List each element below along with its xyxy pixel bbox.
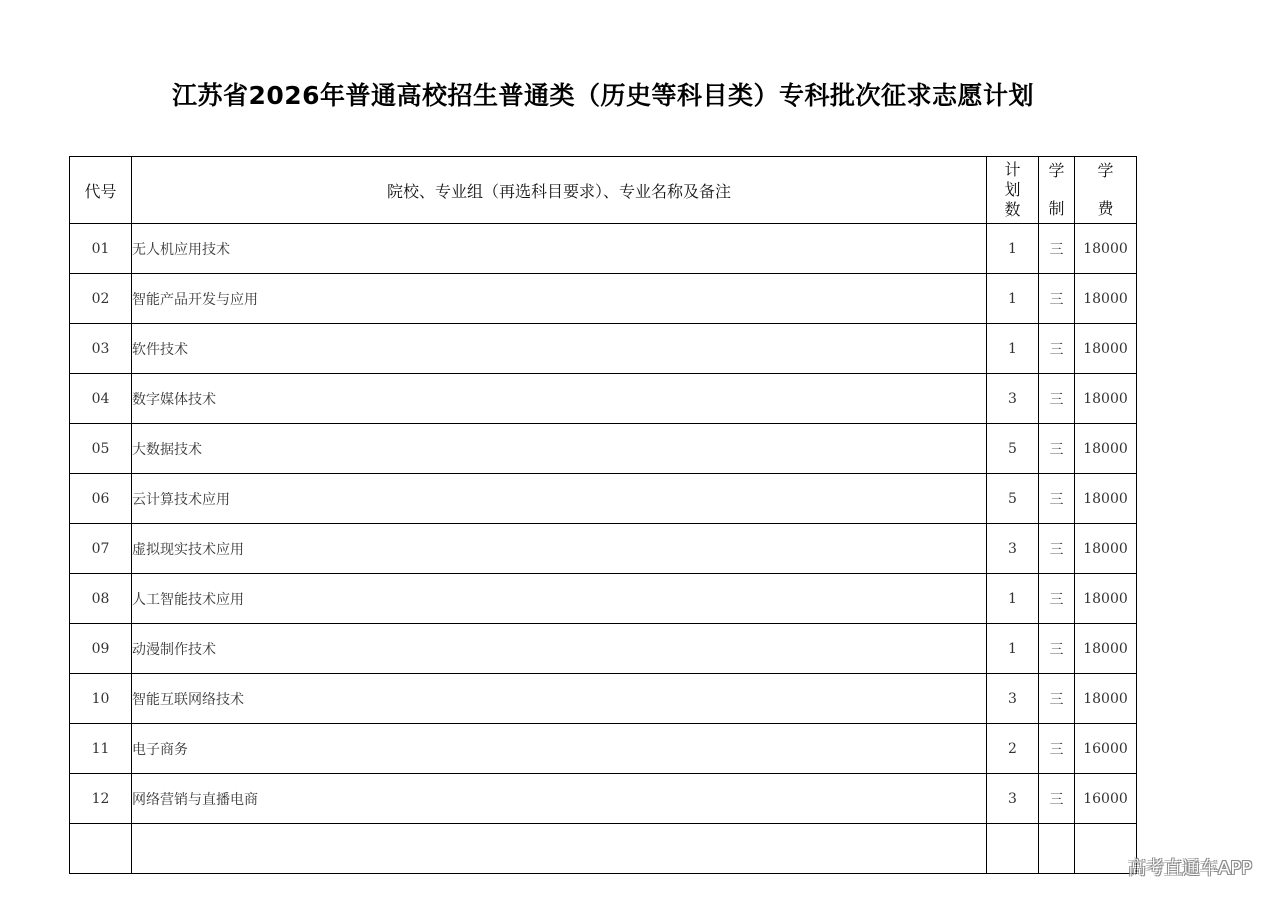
header-fee-char: 费: [1097, 199, 1114, 218]
cell-fee: 18000: [1075, 574, 1137, 624]
cell-fee: 18000: [1075, 374, 1137, 424]
cell-name: 数字媒体技术: [132, 374, 987, 424]
header-fee-char: 学: [1097, 161, 1114, 180]
cell-name: 电子商务: [132, 724, 987, 774]
cell-system: 三: [1039, 274, 1075, 324]
cell-code: 04: [70, 374, 132, 424]
cell-plan: 5: [987, 424, 1039, 474]
table-row: [70, 374, 1137, 424]
cell-name: 云计算技术应用: [132, 474, 987, 524]
header-plan-char: 计: [1004, 160, 1021, 179]
cell-fee: 18000: [1075, 324, 1137, 374]
cell-name: 软件技术: [132, 324, 987, 374]
cell-code: 03: [70, 324, 132, 374]
cell-name: [132, 824, 987, 874]
cell-name: 智能产品开发与应用: [132, 274, 987, 324]
table-row: [70, 324, 1137, 374]
cell-system: 三: [1039, 574, 1075, 624]
cell-system: 三: [1039, 374, 1075, 424]
cell-fee: 18000: [1075, 224, 1137, 274]
table-row: [70, 674, 1137, 724]
cell-name: 大数据技术: [132, 424, 987, 474]
cell-system: [1039, 824, 1075, 874]
table-row-empty: [70, 824, 1137, 874]
cell-plan: [987, 824, 1039, 874]
cell-plan: 3: [987, 674, 1039, 724]
header-system-char: 制: [1048, 199, 1065, 218]
cell-code: 12: [70, 774, 132, 824]
cell-name: 虚拟现实技术应用: [132, 524, 987, 574]
document-title: 江苏省2026年普通高校招生普通类（历史等科目类）专科批次征求志愿计划: [171, 81, 1035, 110]
table-row: [70, 574, 1137, 624]
cell-plan: 1: [987, 574, 1039, 624]
cell-plan: 1: [987, 224, 1039, 274]
cell-plan: 3: [987, 524, 1039, 574]
table-row: [70, 474, 1137, 524]
watermark: 高考直通车APP: [1127, 858, 1252, 879]
cell-plan: 1: [987, 624, 1039, 674]
cell-code: 09: [70, 624, 132, 674]
cell-name: 网络营销与直播电商: [132, 774, 987, 824]
table-row: [70, 224, 1137, 274]
header-fee: [1075, 157, 1137, 224]
cell-fee: 18000: [1075, 624, 1137, 674]
cell-fee: 18000: [1075, 474, 1137, 524]
cell-fee: 18000: [1075, 274, 1137, 324]
header-name: 院校、专业组（再选科目要求）、专业名称及备注: [132, 157, 987, 224]
header-system: [1039, 157, 1075, 224]
cell-code: 01: [70, 224, 132, 274]
cell-plan: 1: [987, 324, 1039, 374]
cell-fee: 16000: [1075, 724, 1137, 774]
table-header-row: [70, 157, 1137, 224]
cell-system: 三: [1039, 424, 1075, 474]
header-code: 代号: [70, 157, 132, 224]
table-row: [70, 624, 1137, 674]
header-plan-char: 数: [1004, 200, 1021, 219]
cell-system: 三: [1039, 674, 1075, 724]
cell-fee: 18000: [1075, 524, 1137, 574]
cell-code: 11: [70, 724, 132, 774]
cell-system: 三: [1039, 724, 1075, 774]
cell-system: 三: [1039, 224, 1075, 274]
cell-fee: 16000: [1075, 774, 1137, 824]
cell-code: 07: [70, 524, 132, 574]
cell-system: 三: [1039, 774, 1075, 824]
cell-code: 06: [70, 474, 132, 524]
cell-code: 05: [70, 424, 132, 474]
cell-plan: 5: [987, 474, 1039, 524]
cell-plan: 1: [987, 274, 1039, 324]
cell-name: 无人机应用技术: [132, 224, 987, 274]
cell-code: 08: [70, 574, 132, 624]
header-plan-char: 划: [1004, 180, 1021, 199]
table-row: [70, 774, 1137, 824]
cell-system: 三: [1039, 324, 1075, 374]
table-row: [70, 274, 1137, 324]
cell-fee: 18000: [1075, 674, 1137, 724]
table-row: [70, 724, 1137, 774]
cell-system: 三: [1039, 624, 1075, 674]
cell-plan: 3: [987, 374, 1039, 424]
cell-name: 智能互联网络技术: [132, 674, 987, 724]
table-row: [70, 524, 1137, 574]
cell-code: 10: [70, 674, 132, 724]
table-row: [70, 424, 1137, 474]
cell-code: [70, 824, 132, 874]
cell-plan: 3: [987, 774, 1039, 824]
cell-code: 02: [70, 274, 132, 324]
cell-fee: 18000: [1075, 424, 1137, 474]
header-system-char: 学: [1048, 161, 1065, 180]
cell-system: 三: [1039, 474, 1075, 524]
cell-plan: 2: [987, 724, 1039, 774]
header-plan: [987, 157, 1039, 224]
cell-name: 动漫制作技术: [132, 624, 987, 674]
cell-name: 人工智能技术应用: [132, 574, 987, 624]
cell-system: 三: [1039, 524, 1075, 574]
plan-table: [69, 156, 1137, 874]
